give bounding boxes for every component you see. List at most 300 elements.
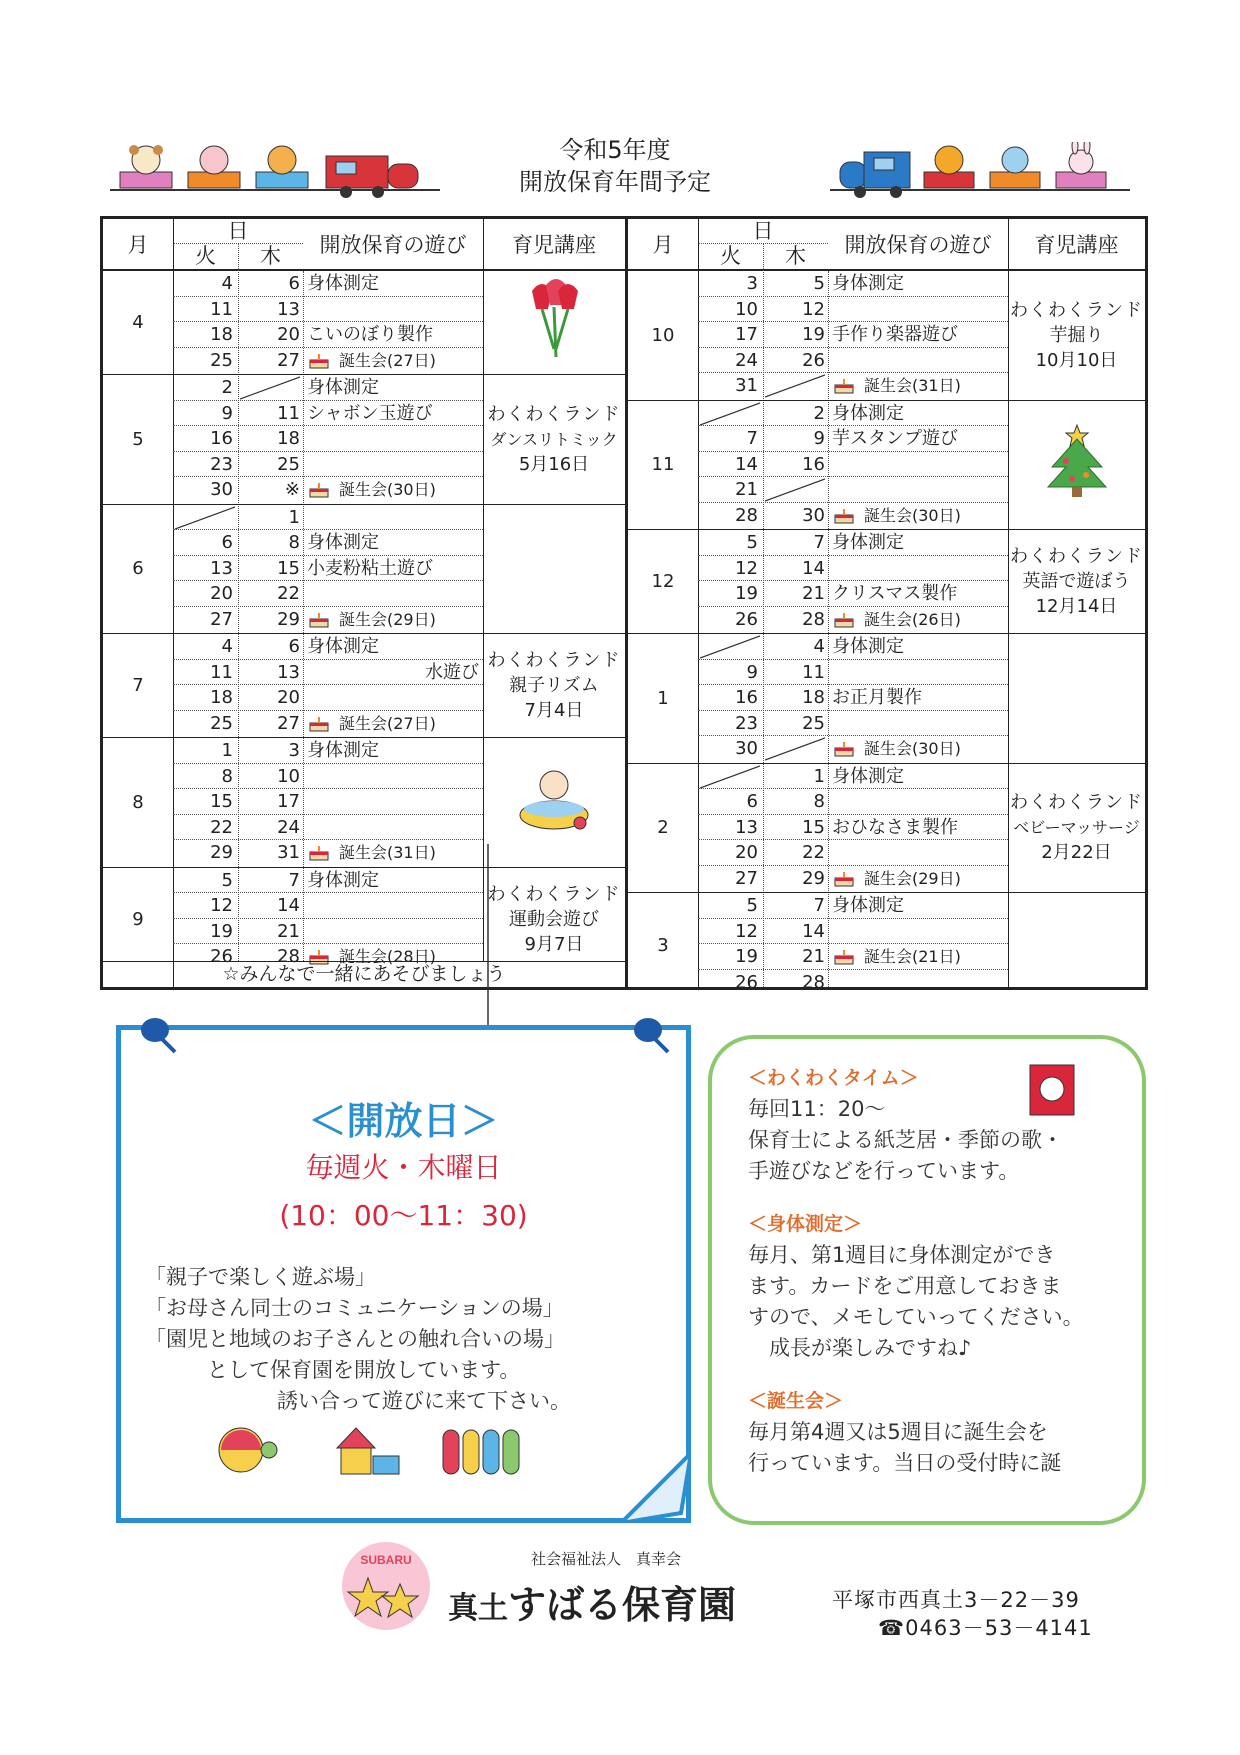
tuesday-date: 17 bbox=[735, 324, 758, 345]
thursday-date: 8 bbox=[288, 532, 300, 553]
table-row bbox=[173, 477, 483, 503]
thursday-date: 7 bbox=[813, 895, 825, 916]
lecture-cell bbox=[1008, 401, 1145, 530]
table-row bbox=[173, 868, 483, 894]
month-block bbox=[103, 271, 625, 375]
activity bbox=[834, 607, 961, 632]
birthday-label: 誕生会(31日) bbox=[864, 376, 961, 395]
month-number: 11 bbox=[651, 454, 675, 476]
table-row bbox=[698, 815, 1008, 841]
tuesday-date: 15 bbox=[210, 791, 233, 812]
lecture-line: わくわくランド bbox=[487, 403, 621, 425]
birthday-label: 誕生会(21日) bbox=[864, 947, 961, 966]
lecture-line: わくわくランド bbox=[1010, 546, 1143, 567]
table-row bbox=[173, 764, 483, 790]
activity: 身体測定 bbox=[307, 273, 379, 294]
header-tue: 火 bbox=[195, 244, 216, 268]
month-block bbox=[103, 868, 625, 972]
month-block bbox=[103, 738, 625, 868]
table-row bbox=[698, 581, 1008, 607]
thursday-date: 4 bbox=[813, 636, 825, 657]
org-name: 社会福祉法人 真幸会 bbox=[531, 1550, 682, 1568]
thursday-date: 21 bbox=[277, 920, 300, 942]
thursday-date: 10 bbox=[277, 765, 300, 787]
table-row bbox=[698, 944, 1008, 970]
activity: 身体測定 bbox=[832, 636, 904, 657]
activity bbox=[834, 373, 961, 398]
tuesday-date: 4 bbox=[221, 636, 233, 657]
lecture-line: 運動会遊び bbox=[509, 909, 599, 930]
month-number: 8 bbox=[132, 791, 144, 813]
thursday-date: 21 bbox=[802, 946, 825, 967]
tuesday-date: 26 bbox=[735, 971, 758, 993]
activity bbox=[834, 503, 961, 528]
baby-bath-icon bbox=[514, 759, 594, 846]
info-line: 毎月第4週又は5週目に誕生会を bbox=[748, 1420, 1048, 1444]
activity: 身体測定 bbox=[307, 869, 379, 891]
thursday-date: 1 bbox=[288, 506, 300, 528]
open-day-line: 誘い合って遊びに来て下さい。 bbox=[277, 1389, 571, 1413]
table-row bbox=[698, 919, 1008, 945]
table-row bbox=[698, 373, 1008, 399]
tuesday-date: 13 bbox=[735, 816, 758, 838]
tuesday-date: 20 bbox=[735, 842, 758, 863]
table-row bbox=[698, 556, 1008, 582]
birthday-label: 誕生会(30日) bbox=[339, 480, 436, 499]
month-number: 5 bbox=[132, 428, 144, 450]
header-activity: 開放保育の遊び bbox=[844, 233, 992, 257]
activity: 身体測定 bbox=[307, 740, 379, 761]
slash-icon bbox=[700, 764, 760, 789]
thursday-date: 29 bbox=[802, 867, 825, 889]
cake-icon bbox=[834, 508, 854, 524]
activity: 身体測定 bbox=[832, 273, 904, 294]
thursday-date: 5 bbox=[813, 273, 825, 294]
table-row bbox=[698, 297, 1008, 323]
header-thu: 木 bbox=[260, 244, 281, 268]
open-day-time: (10：00～11：30) bbox=[279, 1199, 528, 1232]
tuesday-date: 11 bbox=[210, 298, 233, 320]
thursday-date: 20 bbox=[277, 687, 300, 708]
schedule-table-right bbox=[628, 216, 1148, 993]
schedule-table-left bbox=[100, 216, 628, 990]
header-month: 月 bbox=[127, 233, 149, 257]
tuesday-date: 13 bbox=[210, 557, 233, 579]
table-row bbox=[698, 426, 1008, 452]
lecture-cell bbox=[483, 271, 625, 374]
month-number: 4 bbox=[132, 312, 144, 333]
birthday-label: 誕生会(30日) bbox=[864, 505, 961, 525]
activity: 身体測定 bbox=[832, 765, 904, 787]
thursday-date: 7 bbox=[288, 869, 300, 891]
thursday-date: 16 bbox=[802, 453, 825, 475]
table-row bbox=[173, 919, 483, 945]
thursday-date: 12 bbox=[802, 298, 825, 320]
title-year: 令和5年度 bbox=[559, 136, 671, 164]
lecture-line: 10月10日 bbox=[1035, 349, 1118, 371]
header-thu: 木 bbox=[785, 244, 806, 268]
table-row bbox=[698, 401, 1008, 427]
name-main: すばる保育園 bbox=[508, 1583, 737, 1627]
activity: 身体測定 bbox=[307, 636, 379, 657]
tuesday-date: 9 bbox=[221, 402, 233, 424]
lecture-line: 2月22日 bbox=[1041, 842, 1112, 864]
activity: おひなさま製作 bbox=[832, 816, 958, 838]
thursday-date: 13 bbox=[277, 298, 300, 320]
table-row bbox=[698, 866, 1008, 892]
table-row bbox=[173, 271, 483, 297]
table-row bbox=[173, 401, 483, 427]
tuesday-date: 7 bbox=[746, 428, 758, 449]
tuesday-date: 5 bbox=[746, 532, 758, 553]
table-row bbox=[698, 634, 1008, 660]
activity: 身体測定 bbox=[832, 532, 904, 553]
table-row bbox=[698, 893, 1008, 919]
activity: 手作り楽器遊び bbox=[832, 324, 958, 345]
tuesday-date: 8 bbox=[221, 765, 233, 787]
thursday-date: 18 bbox=[277, 428, 300, 449]
thursday-date: 25 bbox=[277, 453, 300, 475]
activity bbox=[834, 736, 961, 761]
tuesday-date: 27 bbox=[735, 867, 758, 889]
activity bbox=[309, 607, 436, 632]
cake-icon bbox=[834, 741, 854, 757]
month-number: 3 bbox=[657, 934, 669, 956]
tuesday-date: 25 bbox=[210, 712, 233, 734]
lecture-line: わくわくランド bbox=[487, 650, 621, 671]
thursday-date: 21 bbox=[802, 583, 825, 604]
birthday-label: 誕生会(27日) bbox=[339, 713, 436, 733]
thursday-date: 15 bbox=[277, 557, 300, 579]
tuesday-date: 12 bbox=[735, 920, 758, 942]
month-number: 6 bbox=[132, 558, 144, 580]
thursday-date: 26 bbox=[802, 349, 825, 371]
cake-icon bbox=[834, 612, 854, 628]
thursday-date: 24 bbox=[277, 816, 300, 838]
lecture-cell bbox=[483, 634, 625, 737]
lecture-cell bbox=[483, 868, 625, 972]
thursday-date: 27 bbox=[277, 349, 300, 371]
lecture-line: 親子リズム bbox=[509, 675, 599, 696]
tuesday-date: 27 bbox=[210, 608, 233, 630]
thursday-date: 17 bbox=[277, 791, 300, 812]
month-block bbox=[103, 634, 625, 738]
birthday-label: 誕生会(31日) bbox=[339, 843, 436, 862]
cake-icon bbox=[309, 612, 329, 628]
tuesday-date: 9 bbox=[746, 661, 758, 683]
cake-icon bbox=[834, 378, 854, 394]
table-row bbox=[173, 556, 483, 582]
month-block bbox=[103, 505, 625, 635]
tuesday-date: 14 bbox=[735, 453, 758, 475]
table-row bbox=[173, 685, 483, 711]
header-lecture: 育児講座 bbox=[512, 233, 596, 257]
thursday-date: 1 bbox=[813, 765, 825, 787]
tuesday-date: 23 bbox=[735, 712, 758, 734]
lecture-line: 英語で遊ぼう bbox=[1022, 571, 1131, 592]
month-block bbox=[628, 401, 1145, 531]
lecture-line: わくわくランド bbox=[1010, 792, 1143, 814]
table-row bbox=[173, 375, 483, 401]
tuesday-date: 23 bbox=[210, 453, 233, 475]
tuesday-date: 4 bbox=[221, 273, 233, 294]
table-row bbox=[698, 322, 1008, 348]
tuesday-date: 31 bbox=[735, 375, 758, 396]
activity: クリスマス製作 bbox=[832, 583, 958, 604]
table-row bbox=[173, 530, 483, 556]
table-row bbox=[698, 736, 1008, 762]
thursday-date: 18 bbox=[802, 687, 825, 708]
table-row bbox=[698, 607, 1008, 633]
table-row bbox=[173, 505, 483, 531]
table-row bbox=[698, 503, 1008, 529]
table-row bbox=[698, 348, 1008, 374]
thursday-date: 7 bbox=[813, 532, 825, 553]
open-day-line: 「園児と地域のお子さんとの触れ合いの場」 bbox=[145, 1327, 565, 1351]
activity: 身体測定 bbox=[832, 895, 904, 916]
table-row bbox=[698, 711, 1008, 737]
slash-icon bbox=[175, 505, 235, 530]
activity bbox=[834, 944, 961, 969]
tulip-icon bbox=[524, 279, 584, 366]
open-day-panel bbox=[116, 1025, 691, 1523]
cake-icon bbox=[834, 949, 854, 965]
activity bbox=[309, 711, 436, 736]
nursery-name bbox=[448, 1574, 736, 1629]
tuesday-date: 6 bbox=[221, 532, 233, 553]
table-header bbox=[628, 219, 1145, 271]
table-row bbox=[698, 452, 1008, 478]
tuesday-date: 19 bbox=[735, 946, 758, 967]
thursday-date: 20 bbox=[277, 324, 300, 345]
table-row bbox=[173, 711, 483, 737]
thursday-date: 19 bbox=[802, 324, 825, 345]
table-row bbox=[173, 607, 483, 633]
table-row bbox=[698, 970, 1008, 996]
lecture-line: 5月16日 bbox=[518, 453, 590, 475]
slash-icon bbox=[765, 736, 825, 761]
table-row bbox=[173, 452, 483, 478]
lecture-line: 芋掘り bbox=[1049, 324, 1104, 346]
tuesday-date: 26 bbox=[210, 946, 233, 967]
tuesday-date: 5 bbox=[221, 869, 233, 891]
table-row bbox=[698, 660, 1008, 686]
activity: 身体測定 bbox=[307, 377, 379, 398]
tuesday-date: 19 bbox=[210, 920, 233, 942]
header bbox=[100, 130, 1130, 210]
tuesday-date: 26 bbox=[735, 608, 758, 630]
thursday-date: 14 bbox=[277, 895, 300, 916]
info-line: すので、メモしていってください。 bbox=[748, 1305, 1084, 1329]
lecture-cell bbox=[483, 505, 625, 634]
cake-icon bbox=[309, 845, 329, 861]
open-day-description bbox=[145, 1262, 665, 1417]
lecture-line: 7月4日 bbox=[524, 700, 584, 721]
month-block bbox=[628, 271, 1145, 401]
activity: 水遊び bbox=[425, 661, 479, 683]
slash-icon bbox=[240, 375, 300, 400]
activity: 身体測定 bbox=[307, 532, 379, 553]
table-row bbox=[173, 893, 483, 919]
table-row bbox=[173, 426, 483, 452]
lecture-line: わくわくランド bbox=[487, 884, 621, 905]
month-number: 7 bbox=[132, 675, 144, 696]
info-line: ます。カードをご用意しておきま bbox=[748, 1274, 1062, 1298]
tuesday-date: 22 bbox=[210, 816, 233, 838]
table-footer-message: ☆みんなで一緒にあそびましょう bbox=[103, 961, 625, 987]
waku-title: ＜わくわくタイム＞ bbox=[748, 1067, 919, 1089]
thursday-date: 27 bbox=[277, 712, 300, 734]
slash-icon bbox=[700, 634, 760, 659]
info-panel bbox=[708, 1035, 1146, 1525]
table-row bbox=[173, 815, 483, 841]
month-block bbox=[628, 634, 1145, 764]
info-line: 手遊びなどを行っています。 bbox=[748, 1159, 1020, 1183]
header-tue: 火 bbox=[720, 244, 741, 268]
toys-icon bbox=[211, 1420, 541, 1480]
thursday-date: 14 bbox=[802, 920, 825, 942]
thursday-date: 29 bbox=[277, 608, 300, 630]
thursday-date: 8 bbox=[813, 791, 825, 812]
birthday-label: 誕生会(29日) bbox=[864, 868, 961, 888]
table-row bbox=[698, 477, 1008, 503]
lecture-line: 12月14日 bbox=[1035, 596, 1118, 617]
table-row bbox=[173, 840, 483, 866]
slash-icon bbox=[700, 401, 760, 426]
table-row bbox=[698, 271, 1008, 297]
lecture-cell bbox=[483, 375, 625, 504]
open-day-days: 毎週火・木曜日 bbox=[305, 1151, 502, 1184]
table-header bbox=[103, 219, 625, 271]
body-measure-title: ＜身体測定＞ bbox=[748, 1213, 863, 1235]
title-main: 開放保育年間予定 bbox=[519, 168, 711, 196]
tuesday-date: 30 bbox=[735, 738, 758, 759]
thursday-date: 31 bbox=[277, 842, 300, 863]
tuesday-date: 11 bbox=[210, 661, 233, 683]
pushpin-icon bbox=[131, 1010, 181, 1060]
thursday-date: 22 bbox=[802, 842, 825, 863]
table-row bbox=[173, 660, 483, 686]
thursday-date: 28 bbox=[802, 608, 825, 630]
activity bbox=[309, 840, 436, 865]
month-number: 2 bbox=[657, 817, 669, 839]
info-text bbox=[748, 1063, 1128, 1479]
table-row bbox=[173, 322, 483, 348]
table-row bbox=[698, 685, 1008, 711]
table-row bbox=[173, 789, 483, 815]
thursday-date: 15 bbox=[802, 816, 825, 838]
name-prefix: 真土 bbox=[448, 1591, 508, 1626]
slash-icon bbox=[765, 373, 825, 398]
table-row bbox=[698, 840, 1008, 866]
birthday-label: 誕生会(30日) bbox=[864, 739, 961, 758]
activity bbox=[309, 348, 436, 373]
tuesday-date: 1 bbox=[221, 740, 233, 761]
cake-icon bbox=[309, 716, 329, 732]
activity: 身体測定 bbox=[832, 402, 904, 424]
lecture-cell bbox=[1008, 764, 1145, 893]
info-line: 毎月、第1週目に身体測定ができ bbox=[748, 1243, 1056, 1267]
lecture-cell bbox=[1008, 271, 1145, 400]
activity: 芋スタンプ遊び bbox=[832, 428, 958, 449]
tuesday-date: 25 bbox=[210, 349, 233, 371]
nursery-logo bbox=[336, 1538, 796, 1638]
tuesday-date: 10 bbox=[735, 298, 758, 320]
cake-icon bbox=[309, 353, 329, 369]
thursday-date: 22 bbox=[277, 583, 300, 604]
tuesday-date: 6 bbox=[746, 791, 758, 812]
thursday-date: ※ bbox=[284, 479, 300, 500]
thursday-date: 28 bbox=[802, 971, 825, 993]
thursday-date: 3 bbox=[288, 740, 300, 761]
month-block bbox=[103, 375, 625, 505]
month-number: 1 bbox=[657, 687, 669, 709]
header-lecture: 育児講座 bbox=[1034, 233, 1119, 257]
logo-text: SUBARU bbox=[360, 1553, 412, 1567]
lecture-line: わくわくランド bbox=[1010, 299, 1143, 321]
lecture-cell bbox=[1008, 634, 1145, 763]
thursday-date: 14 bbox=[802, 557, 825, 579]
tuesday-date: 28 bbox=[735, 504, 758, 526]
birthday-label: 誕生会(29日) bbox=[339, 609, 436, 629]
tuesday-date: 21 bbox=[735, 479, 758, 500]
address: 平塚市西真土3－22－39 bbox=[832, 1588, 1080, 1612]
lecture-cell bbox=[483, 738, 625, 867]
tuesday-date: 5 bbox=[746, 895, 758, 916]
lecture-line: ダンスリトミック bbox=[490, 429, 618, 449]
birthday-label: 誕生会(28日) bbox=[339, 947, 436, 966]
slash-icon bbox=[765, 477, 825, 502]
table-row bbox=[173, 297, 483, 323]
table-row bbox=[173, 634, 483, 660]
thursday-date: 6 bbox=[288, 636, 300, 657]
tuesday-date: 18 bbox=[210, 687, 233, 708]
header-activity: 開放保育の遊び bbox=[319, 233, 467, 257]
cake-icon bbox=[834, 871, 854, 887]
info-line: 毎回11：20～ bbox=[748, 1097, 886, 1121]
month-block bbox=[628, 764, 1145, 894]
page-curl-icon bbox=[621, 1453, 691, 1523]
open-day-title: ＜開放日＞ bbox=[308, 1099, 499, 1143]
thursday-date: 25 bbox=[802, 712, 825, 734]
phone: ☎0463－53－4141 bbox=[878, 1616, 1093, 1640]
activity bbox=[834, 866, 961, 891]
lecture-line: 9月7日 bbox=[524, 934, 584, 955]
activity: こいのぼり製作 bbox=[307, 324, 433, 345]
tuesday-date: 16 bbox=[210, 428, 233, 449]
table-row bbox=[698, 789, 1008, 815]
open-day-line: として保育園を開放しています。 bbox=[207, 1358, 521, 1382]
address-block bbox=[832, 1586, 1112, 1642]
tuesday-date: 16 bbox=[735, 687, 758, 708]
activity: 小麦粉粘土遊び bbox=[307, 557, 433, 579]
thursday-date: 9 bbox=[813, 428, 825, 449]
open-day-line: 「お母さん同士のコミュニケーションの場」 bbox=[145, 1296, 564, 1320]
tuesday-date: 29 bbox=[210, 842, 233, 863]
activity bbox=[309, 477, 436, 502]
month-number: 9 bbox=[132, 909, 144, 930]
open-day-line: 「親子で楽しく遊ぶ場」 bbox=[145, 1265, 376, 1289]
month-block bbox=[628, 893, 1145, 997]
star-logo-icon bbox=[336, 1538, 436, 1638]
table-row bbox=[173, 348, 483, 374]
month-block bbox=[628, 530, 1145, 634]
tuesday-date: 2 bbox=[221, 377, 233, 398]
activity: お正月製作 bbox=[832, 687, 922, 708]
tuesday-date: 20 bbox=[210, 583, 233, 604]
lecture-line: ベビーマッサージ bbox=[1013, 818, 1140, 838]
month-number: 10 bbox=[651, 324, 675, 346]
